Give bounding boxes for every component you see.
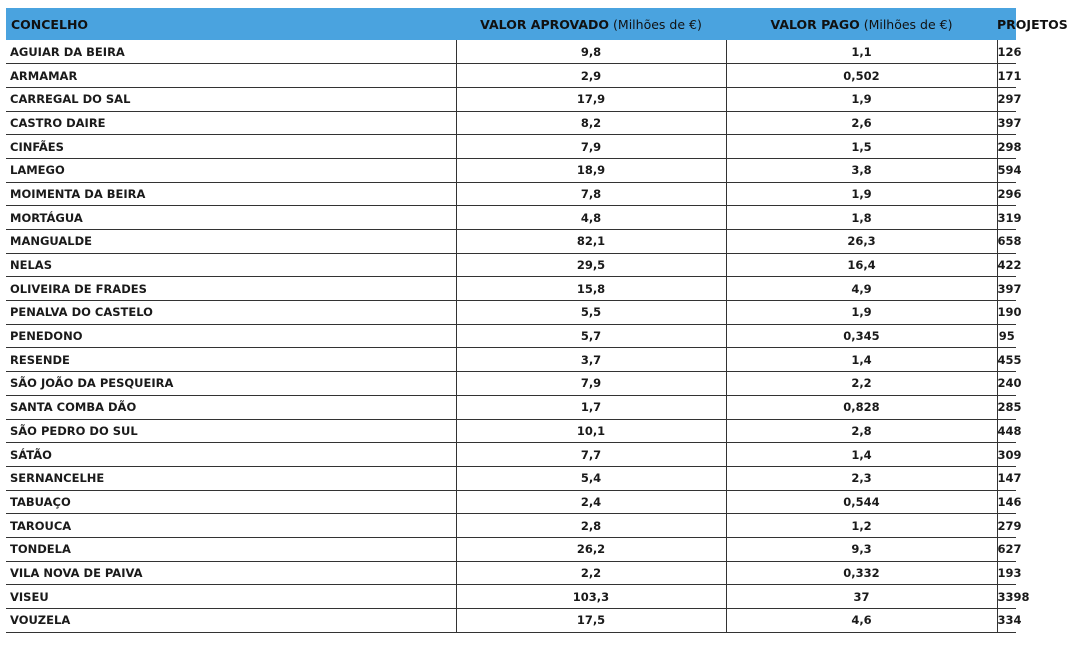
valor-pago-cell: 16,4 [726, 253, 997, 277]
table-row [6, 585, 1016, 609]
concelho-cell: SÃO PEDRO DO SUL [6, 419, 456, 443]
valor-pago-cell: 2,8 [726, 419, 997, 443]
table-row [6, 87, 1016, 111]
concelho-cell: ARMAMAR [6, 64, 456, 88]
projetos-cell: 334 [997, 609, 1016, 633]
projetos-cell: 397 [997, 111, 1016, 135]
concelho-cell: TAROUCA [6, 514, 456, 538]
table-row [6, 301, 1016, 325]
valor-aprovado-cell: 10,1 [456, 419, 726, 443]
table-row [6, 158, 1016, 182]
table-row [6, 609, 1016, 633]
valor-aprovado-cell: 2,9 [456, 64, 726, 88]
table-row [6, 490, 1016, 514]
header-valor-aprovado [456, 8, 726, 40]
valor-pago-cell: 0,332 [726, 561, 997, 585]
valor-pago-cell: 4,6 [726, 609, 997, 633]
valor-pago-cell: 4,9 [726, 277, 997, 301]
valor-pago-cell: 1,9 [726, 87, 997, 111]
valor-pago-cell: 1,9 [726, 301, 997, 325]
concelho-cell: LAMEGO [6, 158, 456, 182]
concelho-cell: SÁTÃO [6, 443, 456, 467]
valor-pago-cell: 1,8 [726, 206, 997, 230]
valor-aprovado-cell: 26,2 [456, 537, 726, 561]
valor-pago-cell: 0,828 [726, 395, 997, 419]
table-row [6, 395, 1016, 419]
valor-pago-cell: 2,6 [726, 111, 997, 135]
valor-aprovado-cell: 2,4 [456, 490, 726, 514]
concelho-cell: AGUIAR DA BEIRA [6, 40, 456, 64]
projetos-cell: 296 [997, 182, 1016, 206]
table-row [6, 537, 1016, 561]
concelho-cell: SÃO JOÃO DA PESQUEIRA [6, 372, 456, 396]
valor-aprovado-cell: 7,9 [456, 135, 726, 159]
projetos-cell: 594 [997, 158, 1016, 182]
projetos-cell: 297 [997, 87, 1016, 111]
valor-pago-cell: 2,3 [726, 466, 997, 490]
projetos-cell: 193 [997, 561, 1016, 585]
header-projetos-label: PROJETOS [997, 16, 1068, 32]
concelho-cell: MOIMENTA DA BEIRA [6, 182, 456, 206]
concelho-cell: MORTÁGUA [6, 206, 456, 230]
concelho-cell: VISEU [6, 585, 456, 609]
table-row [6, 277, 1016, 301]
valor-aprovado-cell: 17,5 [456, 609, 726, 633]
table-row [6, 561, 1016, 585]
projetos-cell: 298 [997, 135, 1016, 159]
valor-aprovado-cell: 2,8 [456, 514, 726, 538]
valor-aprovado-cell: 4,8 [456, 206, 726, 230]
table-row [6, 324, 1016, 348]
concelho-cell: SERNANCELHE [6, 466, 456, 490]
valor-pago-cell: 1,9 [726, 182, 997, 206]
projetos-cell: 171 [997, 64, 1016, 88]
table-row [6, 40, 1016, 64]
table-row [6, 206, 1016, 230]
concelho-cell: VILA NOVA DE PAIVA [6, 561, 456, 585]
projetos-cell: 147 [997, 466, 1016, 490]
projetos-cell: 658 [997, 230, 1016, 254]
projetos-cell: 190 [997, 301, 1016, 325]
projetos-cell: 455 [997, 348, 1016, 372]
projetos-cell: 240 [997, 372, 1016, 396]
valor-aprovado-cell: 5,7 [456, 324, 726, 348]
projetos-cell: 422 [997, 253, 1016, 277]
valor-aprovado-cell: 82,1 [456, 230, 726, 254]
table-header [6, 8, 1068, 40]
projetos-cell: 279 [997, 514, 1016, 538]
valor-pago-cell: 1,4 [726, 348, 997, 372]
header-valor-pago-label: VALOR PAGO [770, 16, 860, 32]
valor-aprovado-cell: 2,2 [456, 561, 726, 585]
table-row [6, 111, 1016, 135]
header-valor-pago-unit: (Milhões de €) [859, 16, 953, 32]
concelho-cell: TONDELA [6, 537, 456, 561]
valor-aprovado-cell: 7,7 [456, 443, 726, 467]
concelho-cell: CINFÃES [6, 135, 456, 159]
table-row [6, 514, 1016, 538]
table-row [6, 230, 1016, 254]
table-body [6, 40, 1030, 632]
table-row [6, 253, 1016, 277]
projetos-cell: 448 [997, 419, 1016, 443]
projetos-cell: 397 [997, 277, 1016, 301]
concelho-cell: MANGUALDE [6, 230, 456, 254]
concelho-cell: OLIVEIRA DE FRADES [6, 277, 456, 301]
concelho-cell: PENEDONO [6, 324, 456, 348]
table-row [6, 443, 1016, 467]
valor-pago-cell: 9,3 [726, 537, 997, 561]
valor-pago-cell: 2,2 [726, 372, 997, 396]
valor-pago-cell: 3,8 [726, 158, 997, 182]
projetos-cell: 3398 [997, 585, 1016, 609]
valor-aprovado-cell: 7,9 [456, 372, 726, 396]
projetos-cell: 126 [997, 40, 1016, 64]
valor-pago-cell: 0,502 [726, 64, 997, 88]
valor-aprovado-cell: 103,3 [456, 585, 726, 609]
header-row [6, 8, 1016, 40]
table-row [6, 419, 1016, 443]
valor-aprovado-cell: 3,7 [456, 348, 726, 372]
concelho-cell: VOUZELA [6, 609, 456, 633]
concelho-cell: CASTRO DAIRE [6, 111, 456, 135]
table-row [6, 64, 1016, 88]
concelhos-table [6, 8, 1068, 633]
valor-aprovado-cell: 7,8 [456, 182, 726, 206]
concelho-cell: SANTA COMBA DÃO [6, 395, 456, 419]
valor-aprovado-cell: 8,2 [456, 111, 726, 135]
projetos-cell: 95 [997, 324, 1016, 348]
projetos-cell: 627 [997, 537, 1016, 561]
table-row [6, 372, 1016, 396]
header-valor-aprovado-label: VALOR APROVADO [480, 16, 610, 32]
data-table-container [6, 8, 1068, 633]
valor-aprovado-cell: 18,9 [456, 158, 726, 182]
concelho-cell: RESENDE [6, 348, 456, 372]
table-row [6, 466, 1016, 490]
projetos-cell: 309 [997, 443, 1016, 467]
concelho-cell: NELAS [6, 253, 456, 277]
projetos-cell: 285 [997, 395, 1016, 419]
header-projetos [997, 8, 1068, 40]
concelho-cell: CARREGAL DO SAL [6, 87, 456, 111]
valor-aprovado-cell: 29,5 [456, 253, 726, 277]
projetos-cell: 146 [997, 490, 1016, 514]
valor-aprovado-cell: 5,5 [456, 301, 726, 325]
valor-pago-cell: 0,345 [726, 324, 997, 348]
valor-aprovado-cell: 15,8 [456, 277, 726, 301]
table-row [6, 182, 1016, 206]
header-valor-pago [726, 8, 997, 40]
valor-pago-cell: 1,5 [726, 135, 997, 159]
valor-aprovado-cell: 17,9 [456, 87, 726, 111]
concelho-cell: TABUAÇO [6, 490, 456, 514]
valor-pago-cell: 37 [726, 585, 997, 609]
valor-pago-cell: 26,3 [726, 230, 997, 254]
table-row [6, 348, 1016, 372]
header-concelho: CONCELHO [11, 16, 89, 32]
valor-pago-cell: 1,4 [726, 443, 997, 467]
projetos-cell: 319 [997, 206, 1016, 230]
valor-pago-cell: 0,544 [726, 490, 997, 514]
valor-pago-cell: 1,2 [726, 514, 997, 538]
table-row [6, 135, 1016, 159]
header-valor-aprovado-unit: (Milhões de €) [609, 16, 702, 32]
valor-pago-cell: 1,1 [726, 40, 997, 64]
concelho-cell: PENALVA DO CASTELO [6, 301, 456, 325]
valor-aprovado-cell: 5,4 [456, 466, 726, 490]
valor-aprovado-cell: 1,7 [456, 395, 726, 419]
valor-aprovado-cell: 9,8 [456, 40, 726, 64]
